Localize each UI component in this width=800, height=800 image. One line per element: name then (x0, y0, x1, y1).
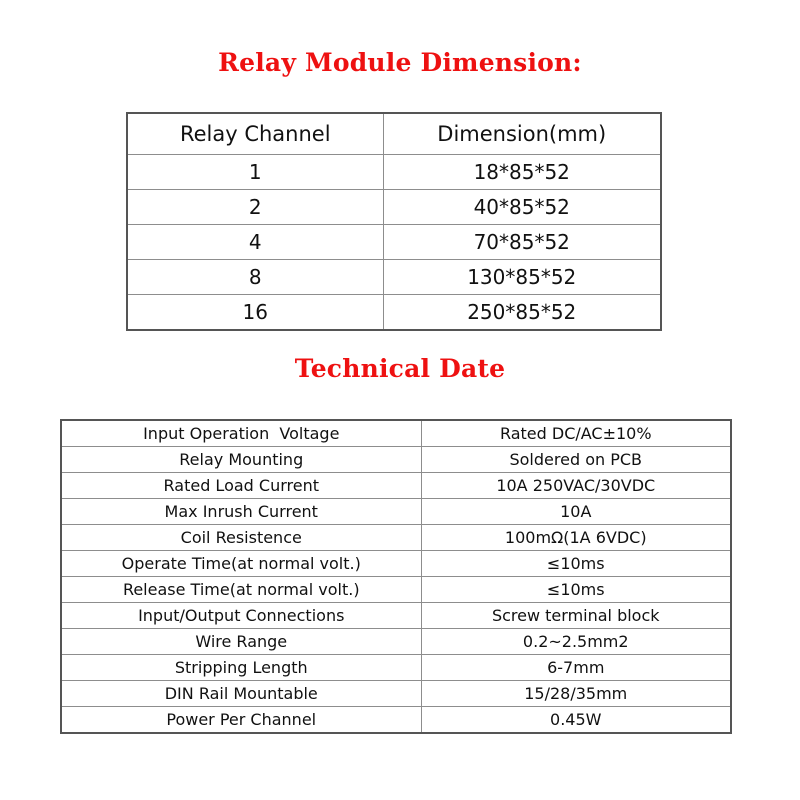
relay-dimension-table (126, 112, 662, 331)
spec-label-cell: Coil Resistence (61, 525, 421, 551)
spec-value-cell: 15/28/35mm (421, 681, 731, 707)
spec-value-cell: 100mΩ(1A 6VDC) (421, 525, 731, 551)
spec-label-cell: Input/Output Connections (61, 603, 421, 629)
spec-label-cell: Release Time(at normal volt.) (61, 577, 421, 603)
table-row (127, 190, 661, 225)
table-row (61, 655, 731, 681)
technical-data-table (60, 419, 732, 734)
table-row (61, 603, 731, 629)
table-row (61, 629, 731, 655)
column-header: Dimension(mm) (383, 113, 661, 155)
spec-value-cell: 6-7mm (421, 655, 731, 681)
spec-value-cell: Screw terminal block (421, 603, 731, 629)
table-row (61, 525, 731, 551)
spec-label-cell: Rated Load Current (61, 473, 421, 499)
spec-value-cell: Rated DC/AC±10% (421, 420, 731, 447)
relay-channel-cell: 8 (127, 260, 383, 295)
table-row (61, 681, 731, 707)
spec-label-cell: Wire Range (61, 629, 421, 655)
table-row (127, 155, 661, 190)
table-row (127, 225, 661, 260)
table-row (61, 473, 731, 499)
table-row (61, 447, 731, 473)
technical-data-table-body (61, 420, 731, 733)
spec-value-cell: 0.2~2.5mm2 (421, 629, 731, 655)
spec-value-cell: 0.45W (421, 707, 731, 734)
relay-channel-cell: 1 (127, 155, 383, 190)
table-row (61, 577, 731, 603)
spec-label-cell: DIN Rail Mountable (61, 681, 421, 707)
spec-label-cell: Power Per Channel (61, 707, 421, 734)
relay-channel-cell: 16 (127, 295, 383, 331)
dimension-cell: 250*85*52 (383, 295, 661, 331)
table-row (61, 499, 731, 525)
relay-channel-cell: 4 (127, 225, 383, 260)
table-row (127, 260, 661, 295)
table-row (61, 420, 731, 447)
spec-value-cell: 10A 250VAC/30VDC (421, 473, 731, 499)
spec-label-cell: Max Inrush Current (61, 499, 421, 525)
spec-label-cell: Input Operation Voltage (61, 420, 421, 447)
dimension-cell: 130*85*52 (383, 260, 661, 295)
table-header-row (127, 113, 661, 155)
relay-dimension-table-body (127, 113, 661, 330)
table-row (61, 551, 731, 577)
table-row (127, 295, 661, 331)
spec-value-cell: ≤10ms (421, 577, 731, 603)
spec-label-cell: Stripping Length (61, 655, 421, 681)
dimension-cell: 18*85*52 (383, 155, 661, 190)
spec-value-cell: Soldered on PCB (421, 447, 731, 473)
relay-channel-cell: 2 (127, 190, 383, 225)
dimension-cell: 40*85*52 (383, 190, 661, 225)
dimension-cell: 70*85*52 (383, 225, 661, 260)
spec-value-cell: ≤10ms (421, 551, 731, 577)
spec-label-cell: Operate Time(at normal volt.) (61, 551, 421, 577)
dimension-section-heading: Relay Module Dimension: (218, 48, 582, 77)
spec-value-cell: 10A (421, 499, 731, 525)
table-row (61, 707, 731, 734)
spec-label-cell: Relay Mounting (61, 447, 421, 473)
column-header: Relay Channel (127, 113, 383, 155)
technical-section-heading: Technical Date (294, 354, 506, 383)
